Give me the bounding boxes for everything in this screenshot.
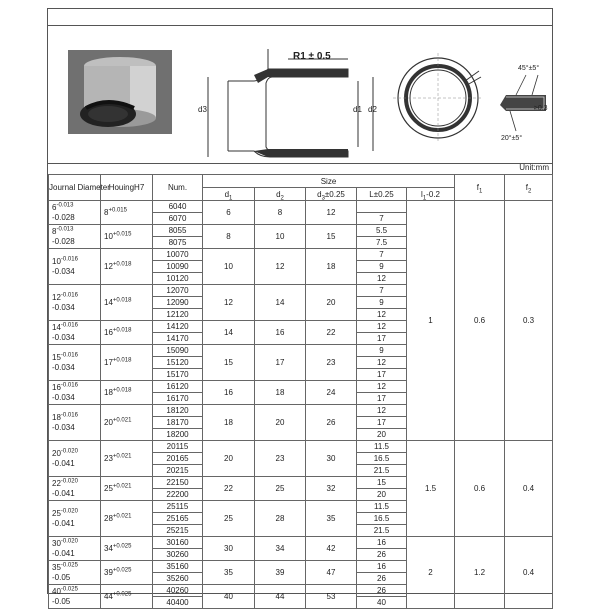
housing-nominal: 28 [104,513,113,523]
d1-cell: 10 [203,249,255,285]
d3-cell: 15 [306,225,357,249]
d1-cell: 25 [203,501,255,537]
part-number-cell: 15120 [153,357,203,369]
length-cell: 7.5 [357,237,407,249]
length-cell: 40 [357,597,407,609]
length-cell: 11.5 [357,501,407,513]
length-cell: 12 [357,309,407,321]
f1-cell: 0.6 [455,441,505,537]
journal-nominal: 30 [52,538,61,548]
d1-cell: 12 [203,285,255,321]
end-view-drawing [393,53,483,143]
journal-diameter-cell [49,381,101,405]
d3-cell: 35 [306,501,357,537]
header-size: Size [203,175,455,188]
housing-tol: +0.018 [112,260,132,267]
d2-cell: 23 [255,441,306,477]
part-number-cell: 18200 [153,429,203,441]
length-cell: 16.5 [357,513,407,525]
housing-tol: +0.025 [112,566,132,573]
length-cell: 17 [357,333,407,345]
housing-tol: +0.021 [112,416,132,423]
journal-lower-tol: -0.041 [52,518,75,528]
d2-cell: 16 [255,321,306,345]
journal-upper-tol: -0.016 [60,381,78,388]
journal-upper-tol: -0.020 [60,447,78,454]
part-number-cell: 22200 [153,489,203,501]
d3-cell: 32 [306,477,357,501]
part-number-cell: 15170 [153,369,203,381]
f2-cell: 0.4 [505,441,553,537]
table-row [49,537,553,549]
housing-tol: +0.015 [112,230,132,237]
journal-upper-tol: -0.013 [56,201,74,208]
journal-lower-tol: -0.028 [52,236,75,246]
header-row [49,175,553,188]
journal-nominal: 6 [52,202,57,212]
angle-bottom-label: 20°±5° [501,135,523,142]
f2-cell: 0.3 [505,201,553,441]
housing-cell [101,405,153,441]
length-cell: 16 [357,561,407,573]
d2-cell: 20 [255,405,306,441]
d2-cell: 10 [255,225,306,249]
header-f2 [505,175,553,201]
part-number-cell: 18120 [153,405,203,417]
journal-upper-tol: -0.016 [60,411,78,418]
housing-tol: +0.015 [108,206,127,213]
header-d1 [203,188,255,201]
d1-cell: 30 [203,537,255,561]
journal-diameter-cell [49,249,101,285]
journal-upper-tol: -0.025 [60,585,78,592]
housing-cell [101,585,153,609]
radius-label: R1 ± 0.5 [293,51,331,62]
length-cell: 16 [357,537,407,549]
length-cell: 12 [357,321,407,333]
header-d2 [255,188,306,201]
l1-sub: 1 [422,195,427,202]
l1-cell: 1.5 [407,441,455,537]
length-cell: 9 [357,297,407,309]
journal-diameter-cell [49,405,101,441]
title-bar [48,9,552,26]
journal-nominal: 15 [52,352,61,362]
journal-upper-tol: -0.013 [56,225,74,232]
d3-cell: 42 [306,537,357,561]
journal-upper-tol: -0.016 [60,291,78,298]
housing-cell [101,345,153,381]
l1-symbol: l [421,189,423,199]
length-cell: 16.5 [357,453,407,465]
housing-cell [101,561,153,585]
journal-lower-tol: -0.05 [52,572,71,582]
length-cell: 20 [357,429,407,441]
length-cell: 9 [357,261,407,273]
part-number-cell: 10090 [153,261,203,273]
d3-cell: 24 [306,381,357,405]
d1-cell: 18 [203,405,255,441]
length-cell: 26 [357,573,407,585]
header-d3 [306,188,357,201]
f1-cell: 1.2 [455,537,505,609]
header-f1 [455,175,505,201]
d2-dim-label: d2 [368,105,377,114]
part-number-cell: 10070 [153,249,203,261]
f2-symbol: f [525,183,528,192]
l1-cell: 2 [407,537,455,609]
journal-lower-tol: -0.034 [52,422,75,432]
journal-nominal: 20 [52,448,61,458]
d3-cell: 47 [306,561,357,585]
d2-cell: 17 [255,345,306,381]
header-num: Num. [153,175,203,201]
housing-cell [101,477,153,501]
d2-cell: 18 [255,381,306,405]
part-number-cell: 12090 [153,297,203,309]
part-number-cell: 14120 [153,321,203,333]
unit-label: Unit:mm [519,163,549,172]
d3-cell: 53 [306,585,357,609]
d3-cell: 23 [306,345,357,381]
d1-cell: 8 [203,225,255,249]
length-cell: 26 [357,549,407,561]
bushing-photo [68,50,172,134]
length-cell: 17 [357,417,407,429]
journal-upper-tol: -0.020 [60,507,78,514]
journal-diameter-cell [49,225,101,249]
l1-cell: 1 [407,201,455,441]
d3-symbol: d [317,189,322,199]
section-drawing [198,29,388,159]
housing-cell [101,441,153,477]
housing-cell [101,249,153,285]
header-L: L±0.25 [357,188,407,201]
part-number-cell: 16120 [153,381,203,393]
length-cell: 21.5 [357,465,407,477]
d1-dim-label: d1 [353,105,362,114]
journal-lower-tol: -0.041 [52,458,75,468]
journal-nominal: 12 [52,292,61,302]
housing-nominal: 14 [104,297,113,307]
journal-diameter-cell [49,345,101,381]
housing-cell [101,537,153,561]
part-number-cell: 22150 [153,477,203,489]
gap-label: ≥0.3 [534,105,548,112]
part-number-cell: 35160 [153,561,203,573]
f2-cell: 0.4 [505,537,553,609]
housing-nominal: 39 [104,567,113,577]
header-journal: Journal Diameter [49,175,101,201]
length-cell: 26 [357,585,407,597]
housing-nominal: 34 [104,543,113,553]
d2-cell: 28 [255,501,306,537]
table-row [49,441,553,453]
journal-nominal: 40 [52,586,61,596]
length-cell [357,201,407,213]
journal-upper-tol: -0.016 [60,321,78,328]
length-cell: 21.5 [357,525,407,537]
housing-nominal: 44 [104,591,113,601]
housing-tol: +0.025 [112,590,132,597]
journal-lower-tol: -0.034 [52,302,75,312]
housing-cell [101,501,153,537]
d1-cell: 22 [203,477,255,501]
journal-nominal: 18 [52,412,61,422]
housing-nominal: 25 [104,483,113,493]
housing-nominal: 23 [104,453,113,463]
part-number-cell: 40260 [153,585,203,597]
d2-symbol: d [276,189,281,199]
part-number-cell: 14170 [153,333,203,345]
angle-top-label: 45°±5° [518,65,540,72]
housing-nominal: 12 [104,261,113,271]
d1-cell: 20 [203,441,255,477]
housing-tol: +0.021 [112,482,132,489]
part-number-cell: 12120 [153,309,203,321]
length-cell: 17 [357,393,407,405]
d2-cell: 8 [255,201,306,225]
length-cell: 9 [357,345,407,357]
housing-cell [101,321,153,345]
header-housing: HouingH7 [101,175,153,201]
housing-nominal: 10 [104,231,113,241]
d1-sub: 1 [229,195,233,202]
journal-nominal: 8 [52,226,57,236]
part-number-cell: 25115 [153,501,203,513]
journal-lower-tol: -0.034 [52,392,75,402]
f1-symbol: f [476,183,479,192]
part-number-cell: 15090 [153,345,203,357]
journal-diameter-cell [49,441,101,477]
journal-nominal: 16 [52,382,61,392]
d1-cell: 35 [203,561,255,585]
journal-upper-tol: -0.016 [60,255,78,262]
length-cell: 15 [357,477,407,489]
d1-cell: 15 [203,345,255,381]
d3-dim-label: d3 [198,105,207,114]
length-cell: 12 [357,273,407,285]
part-number-cell: 8075 [153,237,203,249]
length-cell: 12 [357,357,407,369]
journal-upper-tol: -0.025 [60,561,78,568]
part-number-cell: 30260 [153,549,203,561]
journal-nominal: 35 [52,562,61,572]
housing-cell [101,225,153,249]
housing-tol: +0.018 [112,356,132,363]
length-cell: 7 [357,213,407,225]
d3-cell: 30 [306,441,357,477]
housing-nominal: 17 [104,357,113,367]
housing-cell [101,381,153,405]
housing-nominal: 16 [104,327,113,337]
journal-nominal: 25 [52,508,61,518]
journal-diameter-cell [49,477,101,501]
d1-cell: 6 [203,201,255,225]
f1-cell: 0.6 [455,201,505,441]
journal-diameter-cell [49,537,101,561]
d2-cell: 44 [255,585,306,609]
journal-upper-tol: -0.020 [60,537,78,544]
part-number-cell: 20115 [153,441,203,453]
part-number-cell: 18170 [153,417,203,429]
housing-tol: +0.018 [112,296,132,303]
journal-nominal: 10 [52,256,61,266]
part-number-cell: 8055 [153,225,203,237]
d2-cell: 25 [255,477,306,501]
journal-lower-tol: -0.034 [52,266,75,276]
table-row [49,201,553,213]
d3-cell: 22 [306,321,357,345]
f1-sub: 1 [478,188,483,195]
housing-tol: +0.018 [112,386,132,393]
length-cell: 20 [357,489,407,501]
length-cell: 12 [357,381,407,393]
part-number-cell: 30160 [153,537,203,549]
journal-lower-tol: -0.034 [52,362,75,372]
d3-cell: 26 [306,405,357,441]
housing-nominal: 20 [104,417,113,427]
housing-nominal: 18 [104,387,113,397]
d3-cell: 20 [306,285,357,321]
d2-sub: 2 [280,195,284,202]
housing-nominal: 8 [104,207,109,217]
part-number-cell: 40400 [153,597,203,609]
journal-lower-tol: -0.041 [52,488,75,498]
length-cell: 7 [357,249,407,261]
d3-cell: 18 [306,249,357,285]
d2-cell: 39 [255,561,306,585]
journal-diameter-cell [49,585,101,609]
journal-lower-tol: -0.034 [52,332,75,342]
journal-upper-tol: -0.016 [60,351,78,358]
d3-tol: ±0.25 [324,189,345,199]
length-cell: 7 [357,285,407,297]
part-number-cell: 25215 [153,525,203,537]
journal-nominal: 22 [52,478,61,488]
journal-lower-tol: -0.05 [52,596,71,606]
part-number-cell: 12070 [153,285,203,297]
housing-cell [101,285,153,321]
d1-cell: 40 [203,585,255,609]
length-cell: 12 [357,405,407,417]
figure-row [48,25,552,164]
header-l1 [407,188,455,201]
f2-sub: 2 [527,188,532,195]
journal-upper-tol: -0.020 [60,477,78,484]
part-number-cell: 20165 [153,453,203,465]
d1-symbol: d [224,189,230,199]
part-number-cell: 20215 [153,465,203,477]
d1-cell: 16 [203,381,255,405]
length-cell: 11.5 [357,441,407,453]
journal-diameter-cell [49,285,101,321]
d2-cell: 12 [255,249,306,285]
journal-diameter-cell [49,321,101,345]
d3-cell: 12 [306,201,357,225]
length-cell: 17 [357,369,407,381]
housing-tol: +0.025 [112,542,132,549]
part-number-cell: 10120 [153,273,203,285]
housing-tol: +0.021 [112,452,132,459]
part-number-cell: 6070 [153,213,203,225]
journal-diameter-cell [49,201,101,225]
length-cell: 5.5 [357,225,407,237]
housing-tol: +0.021 [112,512,132,519]
spec-table [48,174,553,609]
d2-cell: 14 [255,285,306,321]
part-number-cell: 16170 [153,393,203,405]
part-number-cell: 25165 [153,513,203,525]
journal-diameter-cell [49,561,101,585]
d3-sub: 3 [321,195,325,202]
journal-lower-tol: -0.041 [52,548,75,558]
spec-sheet [47,8,553,607]
part-number-cell: 6040 [153,201,203,213]
d2-cell: 34 [255,537,306,561]
part-number-cell: 35260 [153,573,203,585]
d1-cell: 14 [203,321,255,345]
housing-tol: +0.018 [112,326,132,333]
journal-lower-tol: -0.028 [52,212,75,222]
l1-tol: -0.2 [426,189,440,199]
housing-cell [101,201,153,225]
journal-diameter-cell [49,501,101,537]
journal-nominal: 14 [52,322,61,332]
